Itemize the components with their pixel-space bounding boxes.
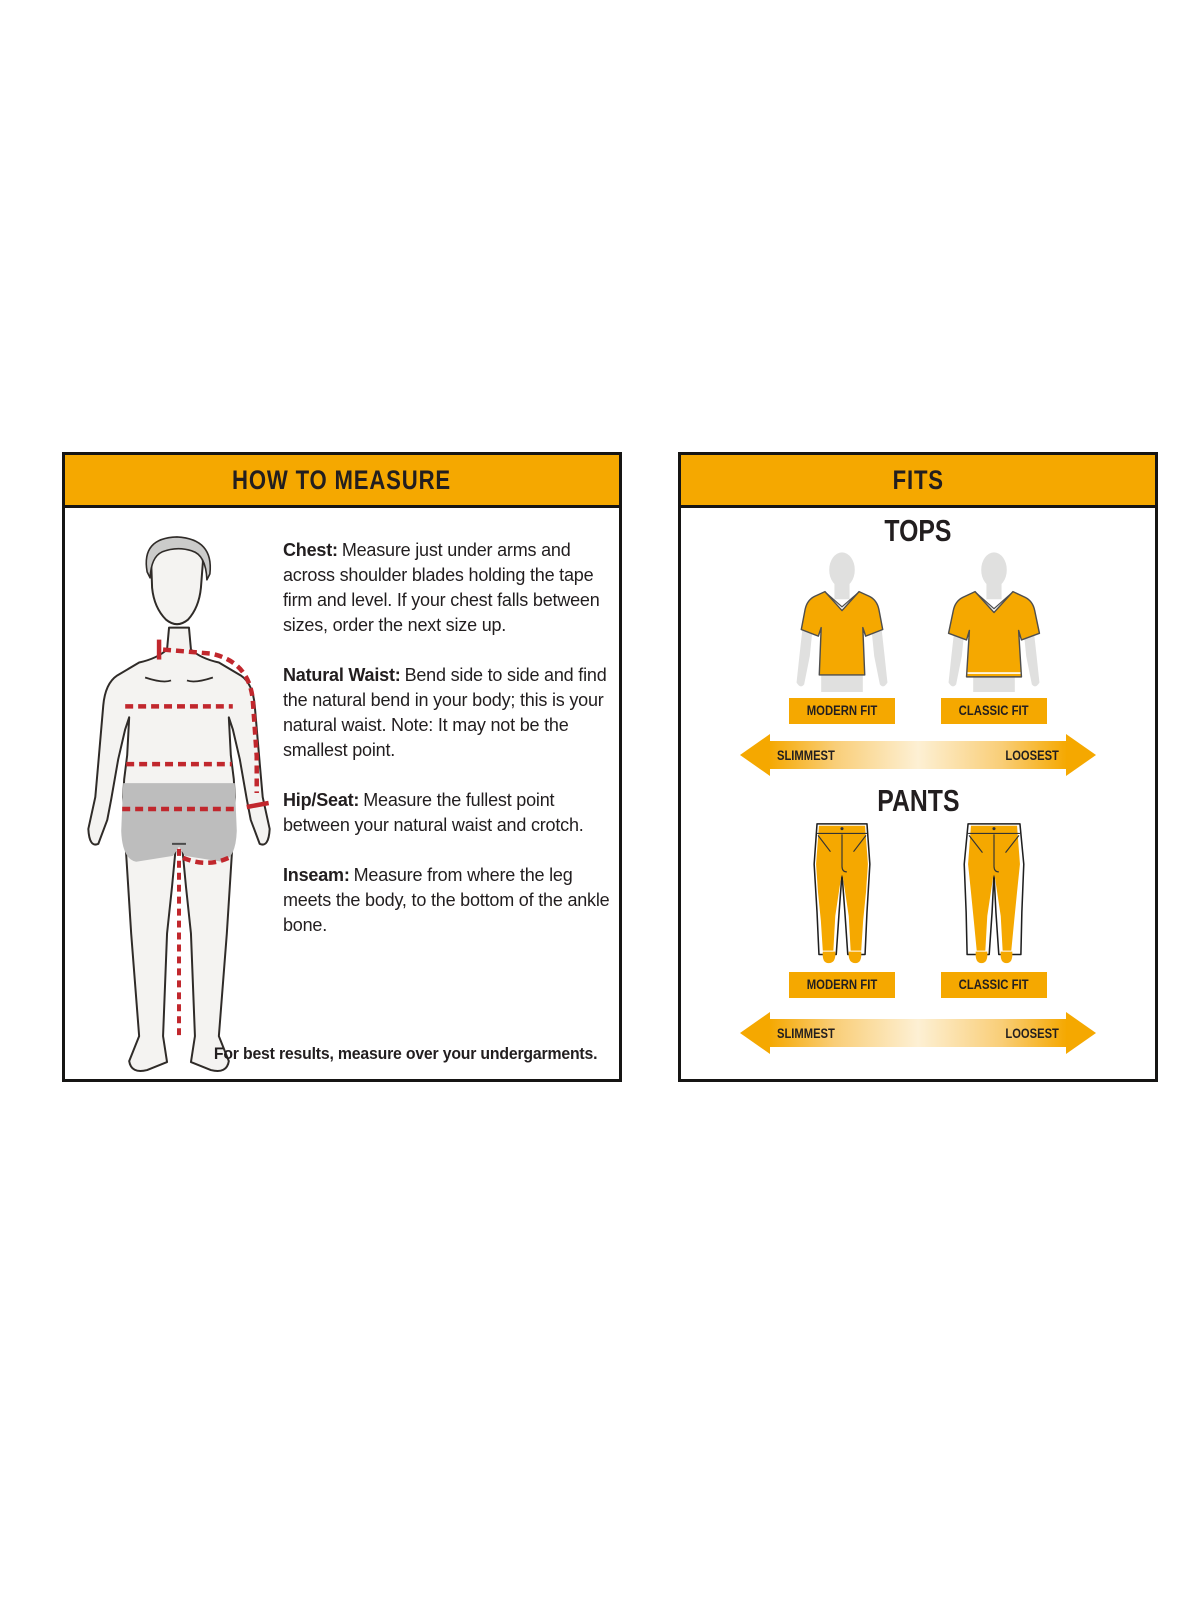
pants-scale-bar: [769, 1019, 1067, 1047]
natural-waist-instruction: [283, 663, 621, 763]
tops-scale-loosest-label: LOOSEST: [1005, 747, 1059, 763]
tops-scale-slimmest-label: SLIMMEST: [777, 747, 835, 763]
modern-shirt-shape: [801, 592, 882, 675]
male-figure-svg: [79, 532, 279, 1080]
modern-fit-shirt-illustration: [782, 550, 902, 692]
classic-shirt-shape: [949, 592, 1040, 677]
scale-right-arrowhead-icon: [1066, 734, 1096, 776]
how-to-measure-body: [65, 508, 619, 1082]
pants-heading: PANTS: [876, 783, 960, 818]
classic-left-foot: [976, 952, 988, 964]
fits-panel: [678, 452, 1158, 1082]
modern-left-foot: [823, 952, 836, 964]
natural-waist-text: Bend side to side and find the natural bend in your body; this is your natural waist. Note: It may not be the smallest point.: [283, 665, 607, 760]
pants-scale-slimmest-label: SLIMMEST: [777, 1025, 835, 1041]
inseam-text: Measure from where the leg meets the body, to the bottom of the ankle bone.: [283, 865, 610, 935]
measure-instructions: [283, 538, 621, 963]
measure-footnote: For best results, measure over your undergarments.: [213, 1044, 597, 1063]
scale-left-arrowhead-icon: [740, 734, 770, 776]
classic-fit-pants-illustration: [959, 820, 1029, 966]
scale-left-arrowhead-icon: [740, 1012, 770, 1054]
pants-figures-row: [771, 820, 1065, 998]
inseam-label: Inseam:: [283, 865, 350, 885]
pants-fit-scale: [740, 1012, 1096, 1054]
fits-title: FITS: [892, 464, 944, 495]
natural-waist-label: Natural Waist:: [283, 665, 401, 685]
tops-figures-row: [771, 550, 1065, 724]
male-figure-illustration: [79, 532, 279, 1080]
classic-fit-shirt-illustration: [934, 550, 1054, 692]
tops-fit-scale: [740, 734, 1096, 776]
pants-modern-column: [771, 820, 913, 998]
how-to-measure-panel: [62, 452, 622, 1082]
tops-classic-fit-tag: CLASSIC FIT: [941, 698, 1046, 724]
how-to-measure-title: HOW TO MEASURE: [232, 464, 452, 495]
tops-classic-column: [923, 550, 1065, 724]
pants-scale-loosest-label: LOOSEST: [1005, 1025, 1059, 1041]
how-to-measure-header: [65, 455, 619, 508]
chest-text: Measure just under arms and across shoulder blades holding the tape firm and level. If your chest falls between sizes, order the next size up.: [283, 540, 600, 635]
hip-seat-label: Hip/Seat:: [283, 790, 360, 810]
tops-scale-bar: [769, 741, 1067, 769]
pants-classic-column: [923, 820, 1065, 998]
fits-header: [681, 455, 1155, 508]
mannequin-neck: [834, 580, 849, 599]
tops-modern-fit-tag: MODERN FIT: [789, 698, 895, 724]
hip-seat-instruction: [283, 788, 621, 838]
modern-fit-pants-illustration: [807, 820, 877, 966]
inseam-instruction: [283, 863, 621, 938]
modern-button: [840, 827, 843, 830]
pants-modern-fit-tag: MODERN FIT: [789, 972, 895, 998]
tops-modern-column: [771, 550, 913, 724]
chest-instruction: [283, 538, 621, 638]
hip-seat-text: Measure the fullest point between your natural waist and crotch.: [283, 790, 584, 835]
chest-label: Chest:: [283, 540, 338, 560]
fits-body: [681, 508, 1155, 1086]
classic-right-foot: [1001, 952, 1013, 964]
tops-heading: TOPS: [884, 513, 952, 548]
scale-right-arrowhead-icon: [1066, 1012, 1096, 1054]
classic-button: [992, 827, 995, 830]
mannequin-neck: [986, 580, 1001, 599]
pants-classic-fit-tag: CLASSIC FIT: [941, 972, 1046, 998]
modern-right-foot: [849, 952, 862, 964]
